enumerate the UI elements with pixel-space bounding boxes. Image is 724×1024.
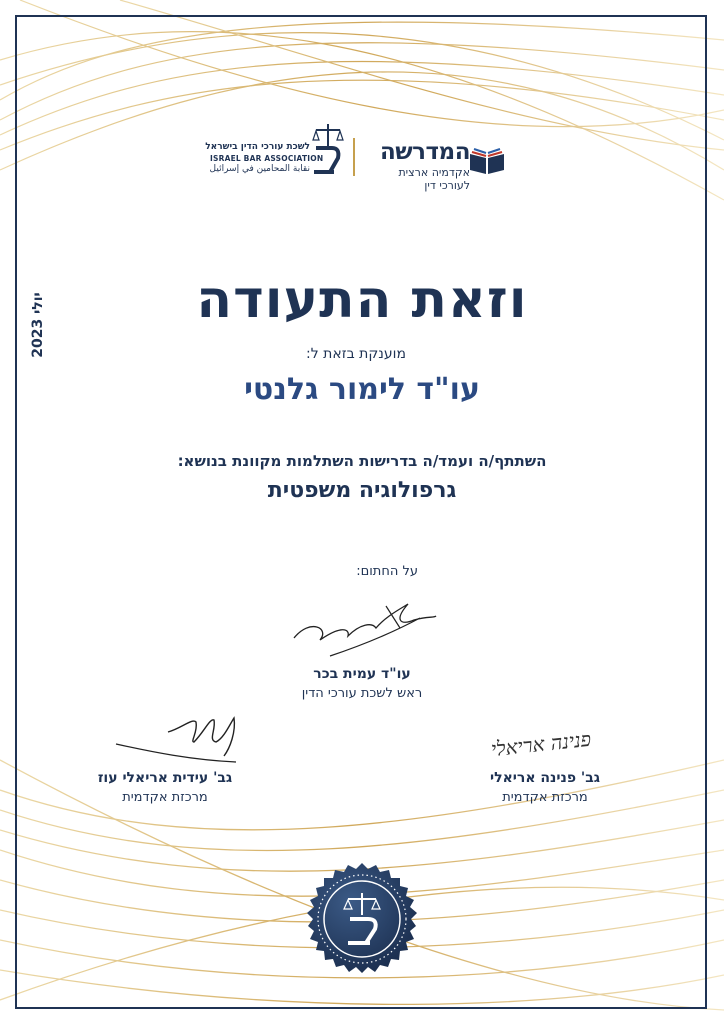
signatory-center-role: ראש לשכת עורכי הדין — [301, 686, 423, 701]
open-book-icon — [468, 146, 506, 176]
bar-association-seal-icon — [298, 853, 426, 981]
signatory-right-name: גב' פנינה אריאלי — [490, 770, 600, 786]
course-subject: גרפולוגיה משפטית — [267, 478, 457, 503]
logo-divider — [353, 138, 355, 176]
recipient-name: עו"ד לימור גלנטי — [244, 372, 480, 407]
midrasha-logo-name: המדרשה — [379, 139, 470, 165]
signature-left — [112, 712, 247, 772]
certificate-title: וזאת התעודה — [196, 270, 528, 330]
bar-association-logo-text — [205, 142, 324, 175]
signatory-left-role: מרכזת אקדמית — [122, 790, 208, 805]
certificate-date: יולי 2023 — [30, 292, 46, 358]
signatory-center-name: עו"ד עמית בכר — [313, 666, 411, 682]
signatory-right-role: מרכזת אקדמית — [502, 790, 588, 805]
bar-english-name: ISRAEL BAR ASSOCIATION — [210, 154, 324, 163]
bar-arabic-name: نقابة المحامين في إسرائيل — [209, 164, 310, 174]
bar-association-emblem-icon — [310, 120, 346, 176]
signature-center — [290, 598, 440, 668]
signatory-left-name: גב' עידית אריאלי עוז — [97, 770, 233, 786]
bar-hebrew-name: לשכת עורכי הדין בישראל — [205, 142, 310, 152]
participation-statement: השתתף/ה ועמד/ה בדרישות השתלמות מקוונת בנושא: — [177, 452, 547, 470]
awarded-to-label: מוענקת בזאת ל: — [306, 346, 406, 362]
signature-right: פנינה אריאלי — [489, 726, 593, 762]
signed-label: על החתום: — [356, 564, 418, 579]
midrasha-logo-subtitle: אקדמיה ארצית לעורכי דין — [398, 166, 470, 192]
